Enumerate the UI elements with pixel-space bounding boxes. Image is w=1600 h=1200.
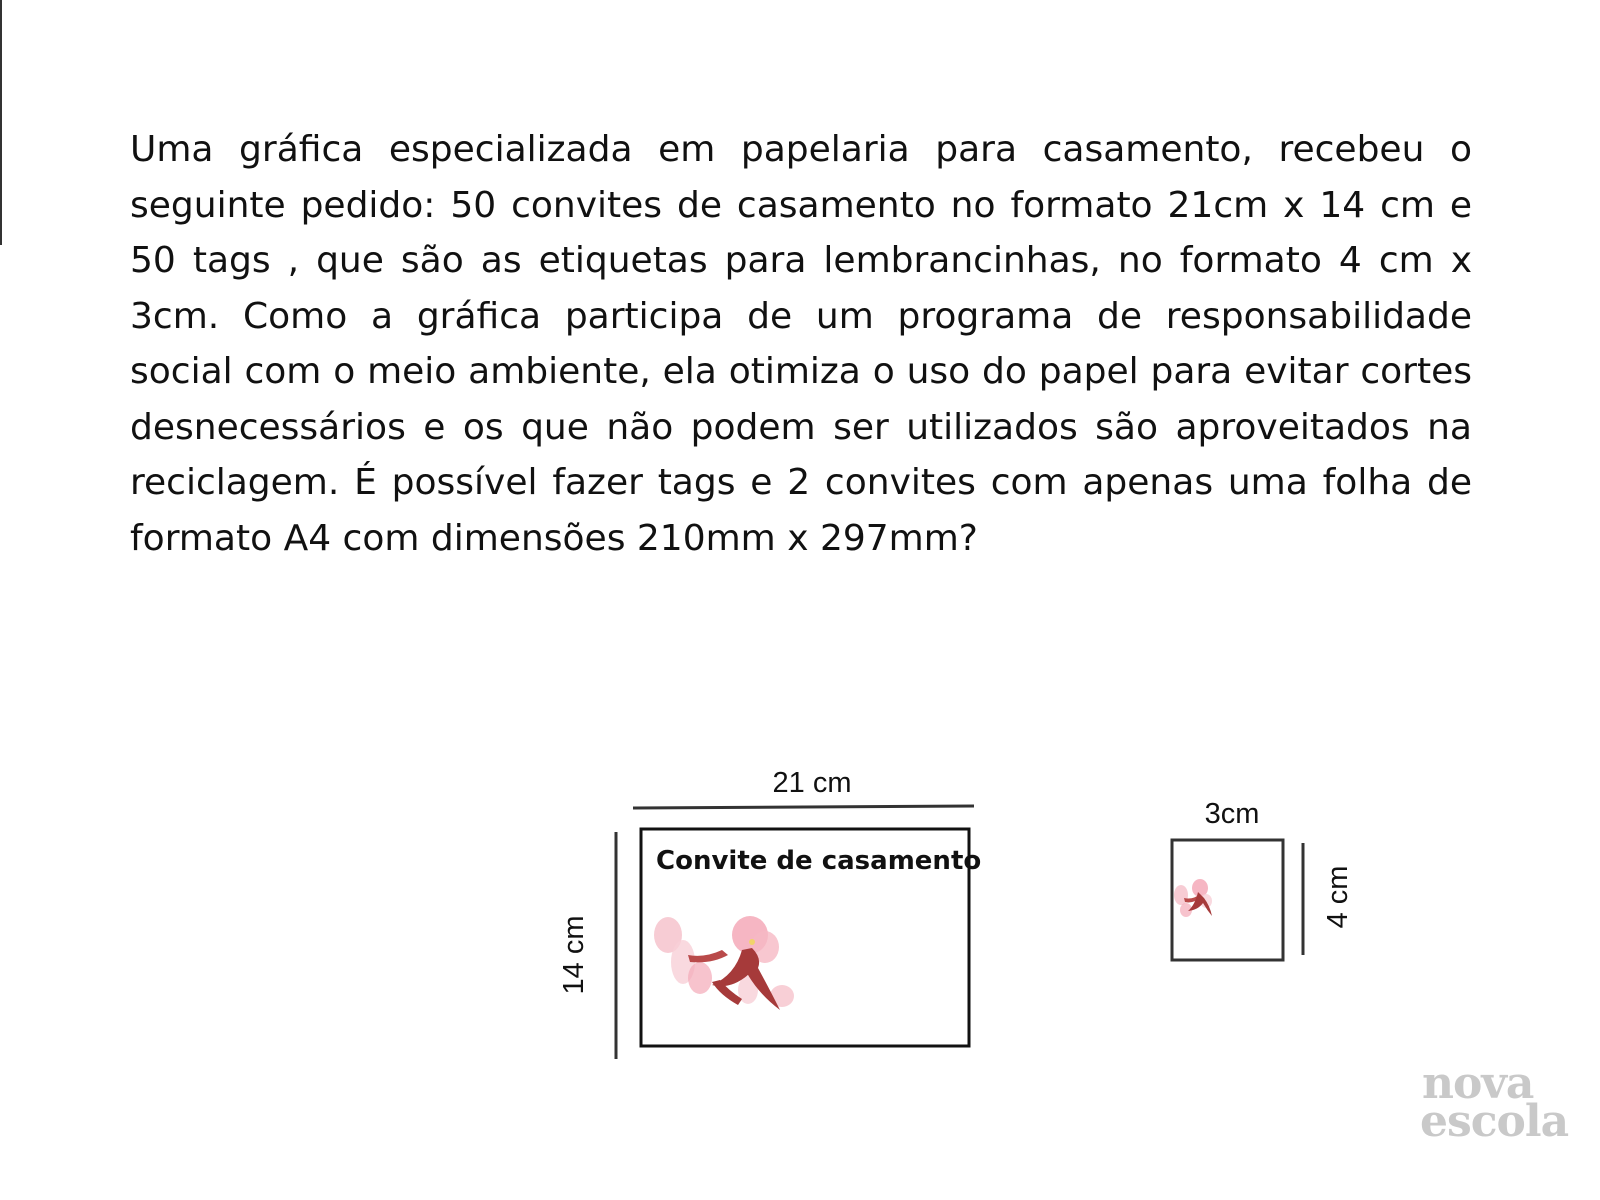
logo-line-2: escola xyxy=(1420,1096,1569,1147)
invite-width-line xyxy=(633,806,974,808)
problem-statement: Uma gráfica especializada em papelaria para casamento, recebeu o seguinte pedido: 50 convites de casamento no formato 21cm x 14 cm e 50 tags , que são as etiquetas para lembrancinhas, no formato 4 cm x 3cm. Como a gráfica participa de um programa de responsabilidade social com o meio ambiente, ela otimiza o uso do papel para evitar cortes desnecessários e os que não podem ser utilizados são aproveitados na reciclagem. É possível fazer tags e 2 convites com apenas uma folha de formato A4 com dimensões 210mm x 297mm? xyxy=(130,129,1472,559)
tag-width-label: 3cm xyxy=(1204,798,1260,830)
nova-escola-logo xyxy=(1420,1058,1580,1147)
invite-width-label: 21 cm xyxy=(772,767,852,799)
tag-height-label: 4 cm xyxy=(1322,865,1354,929)
invite-title: Convite de casamento xyxy=(656,846,982,876)
logo-line-1: nova xyxy=(1422,1058,1534,1109)
invite-height-label: 14 cm xyxy=(558,915,590,995)
